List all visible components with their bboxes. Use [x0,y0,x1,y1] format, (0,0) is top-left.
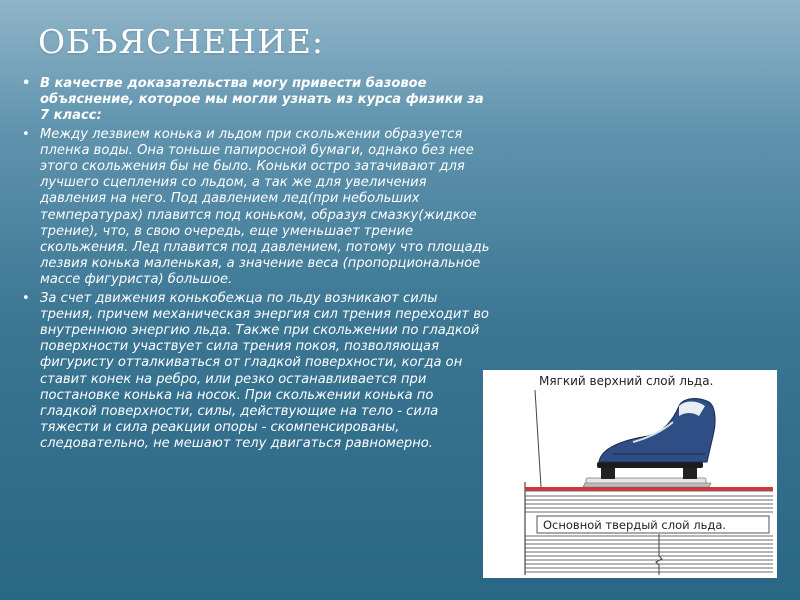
hard-layer-label: Основной твердый слой льда. [543,518,727,532]
soft-ice-layer [525,487,773,491]
ice-layer-lines [525,496,773,572]
skate-icon [583,399,715,487]
bullet-friction-forces: • За счет движения конькобежца по льду возникают силы трения, причем механическая энергия сил трения переходит во внутреннюю энергию льда. Также при скольжении по гладкой поверхности участвует сила трения покоя, позволяющая фигуристу отталкиваться от гладкой поверхности, когда он ставит конек на ребро, или резко останавливается при постановке конька на носок. При скольжении конька по гладкой поверхности, силы, действующие на тело - сила тяжести и сила реакции опоры - скомпенсированы, следовательно, не мешают телу двигаться равномерно. [22,291,492,453]
skate-ice-illustration [483,370,777,578]
bullet-water-film: • Между лезвием конька и льдом при скольжении образуется пленка воды. Она тоньше папиросной бумаги, однако без нее этого скольжения бы не было. Коньки остро затачивают для лучшего сцепления со льдом, а так же для увеличения давления на него. Под давлением лед(при небольших температурах) плавится под коньком, образуя смазку(жидкое трение), что, в свою очередь, еще уменьшает трение скольжения. Лед плавится под давлением, потому что площадь лезвия конька маленькая, а значение веса (пропорциональное массе фигуриста) большое. [22,127,492,289]
soft-layer-label: Мягкий верхний слой льда. [539,374,714,388]
bullet-intro: • В качестве доказательства могу привести базовое объяснение, которое мы могли узнать из курса физики за 7 класс: [22,76,492,125]
slide-title: ОБЪЯСНЕНИЕ: [38,22,325,61]
bullet-list [22,76,492,455]
skate-diagram [483,370,777,578]
soft-layer-pointer [535,390,541,487]
